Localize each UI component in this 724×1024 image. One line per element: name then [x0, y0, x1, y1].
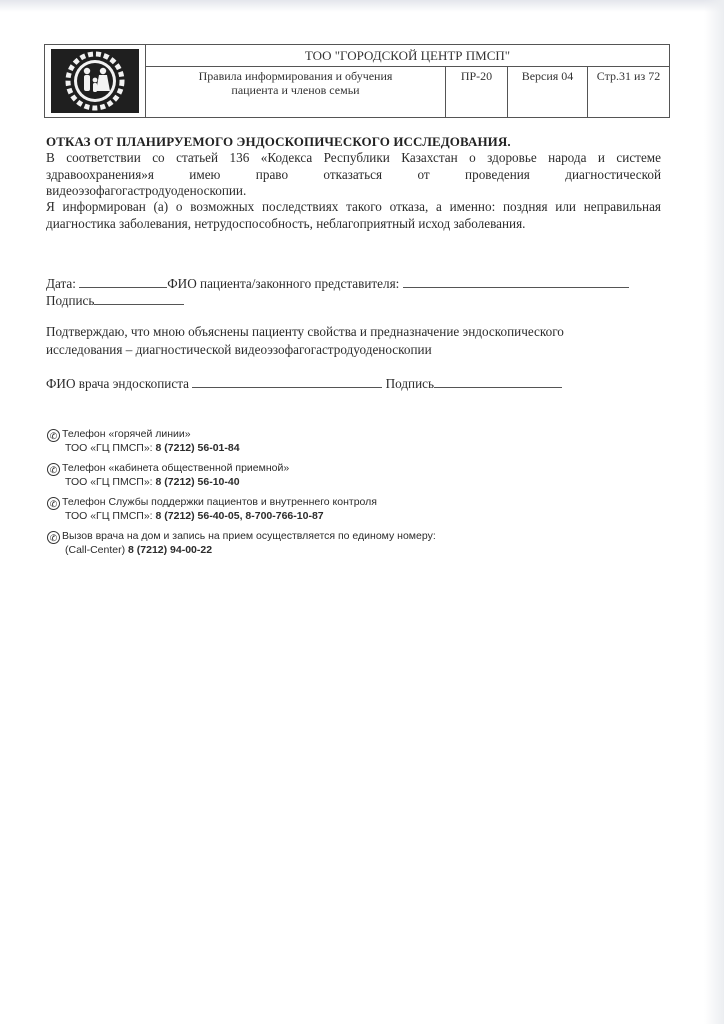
contact-number-line [47, 510, 377, 523]
date-field[interactable] [79, 275, 167, 288]
paragraph-consequences: Я информирован (а) о возможных последствиях такого отказа, а именно: поздняя или неправильная диагностика заболевания, нетрудоспособность, неблагоприятный исход заболевания. [46, 199, 661, 231]
scan-edge-right [704, 0, 724, 1024]
family-circle-logo [51, 49, 139, 113]
patient-signature-field[interactable] [94, 292, 184, 305]
phone-icon: ✆ [47, 429, 60, 442]
phone-icon: ✆ [47, 531, 60, 544]
contact-number: 8 (7212) 94-00-22 [128, 544, 213, 556]
contact-number: 8 (7212) 56-40-05, 8-700-766-10-87 [155, 510, 324, 522]
contact-org: ТОО «ГЦ ПМСП»: [65, 476, 156, 488]
contact-title: Телефон «горячей линии» [62, 428, 191, 440]
patient-signature-line [46, 292, 184, 309]
document-title-cell [146, 66, 446, 117]
contact-hotline [47, 428, 240, 455]
contact-org: (Call-Center) [65, 544, 129, 556]
logo-graphic [51, 49, 139, 113]
contact-title: Телефон «кабинета общественной приемной» [62, 462, 290, 474]
contact-support [47, 496, 377, 523]
page-number: Стр.31 из 72 [596, 69, 661, 83]
contact-org: ТОО «ГЦ ПМСП»: [65, 510, 156, 522]
document-title-line2: пациента и членов семьи [231, 83, 360, 97]
contact-number-line [47, 442, 240, 455]
doctor-signature-field[interactable] [434, 375, 562, 388]
page-title: ОТКАЗ ОТ ПЛАНИРУЕМОГО ЭНДОСКОПИЧЕСКОГО ИССЛЕДОВАНИЯ. [46, 134, 511, 149]
document-header-table [44, 44, 670, 118]
contact-number-line [47, 476, 289, 489]
doctor-signature-label: Подпись [385, 376, 435, 391]
doctor-label: ФИО врача эндоскописта [46, 376, 189, 391]
contact-number-line [47, 544, 436, 557]
contact-number: 8 (7212) 56-10-40 [155, 476, 240, 488]
logo-cell [45, 45, 146, 117]
contact-org: ТОО «ГЦ ПМСП»: [65, 442, 156, 454]
organization-name: ТОО "ГОРОДСКОЙ ЦЕНТР ПМСП" [146, 45, 669, 67]
document-title-line1: Правила информирования и обучения [198, 69, 393, 83]
signature-label: Подпись [46, 293, 95, 308]
patient-name-field[interactable] [403, 275, 629, 288]
scan-edge-top [0, 0, 724, 12]
document-version: Версия 04 [508, 66, 588, 117]
doctor-line [46, 375, 562, 392]
contact-number: 8 (7212) 56-01-84 [155, 442, 240, 454]
contact-title: Телефон Службы поддержки пациентов и внутреннего контроля [62, 496, 377, 508]
doctor-name-field[interactable] [192, 375, 382, 388]
contact-title: Вызов врача на дом и запись на прием осуществляется по единому номеру: [62, 530, 436, 542]
date-label: Дата: [46, 276, 76, 291]
contact-call-center [47, 530, 436, 557]
phone-icon: ✆ [47, 497, 60, 510]
patient-label: ФИО пациента/законного представителя: [167, 276, 400, 291]
confirm-line2: исследования – диагностической видеоэзофагогастродуоденоскопии [46, 342, 432, 357]
date-patient-line [46, 275, 629, 292]
paragraph-rights: В соответствии со статьей 136 «Кодекса Республики Казахстан о здоровье народа и системе здравоохранения»я имею право отказаться от проведения диагностической видеоэзофагогастродуоденоскопии. [46, 150, 661, 198]
contact-reception [47, 462, 289, 489]
confirm-line1: Подтверждаю, что мною объяснены пациенту свойства и предназначение эндоскопического [46, 324, 564, 339]
document-code: ПР-20 [446, 66, 508, 117]
phone-icon: ✆ [47, 463, 60, 476]
